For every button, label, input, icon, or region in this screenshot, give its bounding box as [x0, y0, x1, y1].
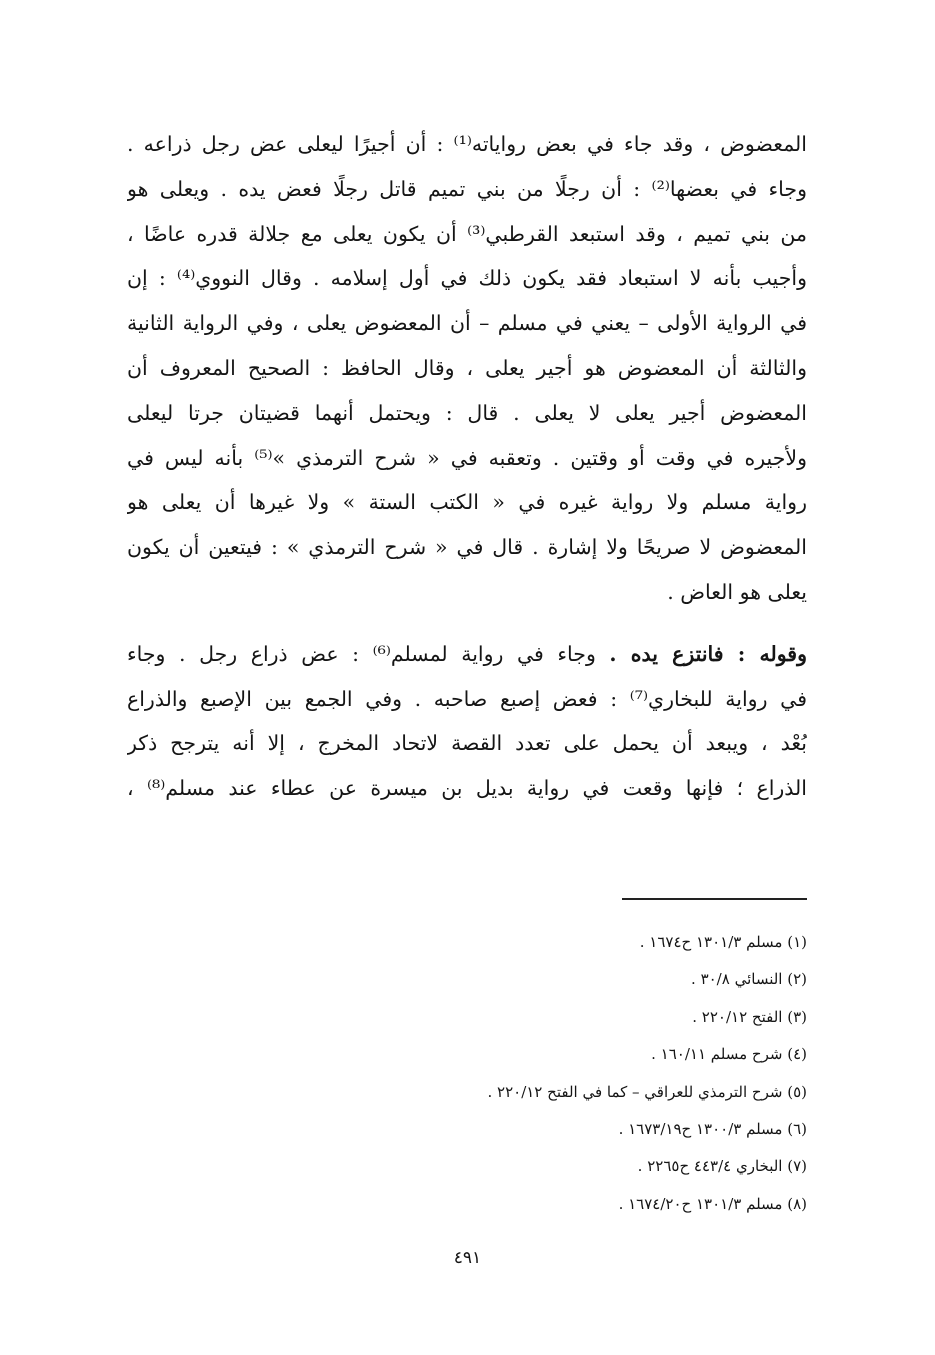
- paragraph-2: [127, 632, 807, 811]
- text-line: بُعْد ، ويبعد أن يحمل على تعدد القصة لاتحاد المخرج ، إلا أنه يترجح ذكر: [127, 731, 807, 756]
- footnote: (٤) شرح مسلم ١٦٠/١١ .: [651, 1045, 807, 1064]
- text-line: وأجيب بأنه لا استبعاد فقد يكون ذلك في أول إسلامه . وقال النووي⁽⁴⁾ : إن: [127, 266, 807, 291]
- text-line: المعضوض لا صريحًا ولا إشارة . قال في « شرح الترمذي » : فيتعين أن يكون: [127, 535, 807, 560]
- footnote: (٧) البخاري ٤٤٣/٤ ح٢٢٦٥ .: [637, 1157, 807, 1176]
- text-line: [127, 632, 807, 677]
- text-line: في رواية للبخاري⁽⁷⁾ : فعض إصبع صاحبه . وفي الجمع بين الإصبع والذراع: [127, 686, 807, 711]
- text-line: والثالثة أن المعضوض هو أجير يعلى ، وقال الحافظ : الصحيح المعروف أن: [127, 355, 807, 380]
- footnotes: [127, 924, 807, 1223]
- text-line: رواية مسلم ولا رواية غيره في « الكتب الستة » ولا غيرها أن يعلى هو: [127, 490, 807, 515]
- main-text: [127, 122, 807, 811]
- text-segment: وجاء في رواية لمسلم⁽⁶⁾ : عض ذراع رجل . وجاء: [127, 641, 610, 666]
- footnote: (٣) الفتح ٢٢٠/١٢ .: [692, 1007, 807, 1026]
- page-number: ٤٩١: [453, 1248, 482, 1268]
- text-line: في الرواية الأولى – يعني في مسلم – أن المعضوض يعلى ، وفي الرواية الثانية: [127, 311, 807, 336]
- text-line: الذراع ؛ فإنها وقعت في رواية بديل بن ميسرة عن عطاء عند مسلم⁽⁸⁾ ،: [127, 776, 807, 801]
- footnote: (٥) شرح الترمذي للعراقي – كما في الفتح ٢٢٠/١٢ .: [487, 1082, 807, 1101]
- text-line: ولأجيره في وقت أو وقتين . وتعقبه في « شرح الترمذي »⁽⁵⁾ بأنه ليس في: [127, 445, 807, 470]
- text-line: المعضوض ، وقد جاء في بعض رواياته⁽¹⁾ : أن أجيرًا ليعلى عض رجل ذراعه .: [127, 132, 807, 156]
- text-line: يعلى هو العاض .: [667, 579, 807, 604]
- paragraph-lead: وقوله : فانتزع يده .: [609, 641, 807, 666]
- text-line: من بني تميم ، وقد استبعد القرطبي⁽³⁾ أن يكون يعلى مع جلالة قدره عاضًا ،: [127, 221, 807, 246]
- text-line: المعضوض أجير يعلى لا يعلى . قال : ويحتمل أنهما قضيتان جرتا ليعلى: [127, 400, 807, 425]
- footnote: (١) مسلم ١٣٠١/٣ ح١٦٧٤ .: [639, 933, 807, 951]
- footnote: (٦) مسلم ١٣٠٠/٣ ح١٦٧٣/١٩ .: [618, 1119, 807, 1138]
- text-line: وجاء في بعضها⁽²⁾ : أن رجلًا من بني تميم قاتل رجلًا فعض يده . ويعلى هو: [127, 176, 807, 201]
- footnote: (٨) مسلم ١٣٠١/٣ ح١٦٧٤/٢٠ .: [618, 1194, 807, 1213]
- paragraph-1: [127, 122, 807, 615]
- footnote: (٢) النسائي ٣٠/٨ .: [691, 970, 807, 989]
- footnote-separator: [622, 898, 807, 900]
